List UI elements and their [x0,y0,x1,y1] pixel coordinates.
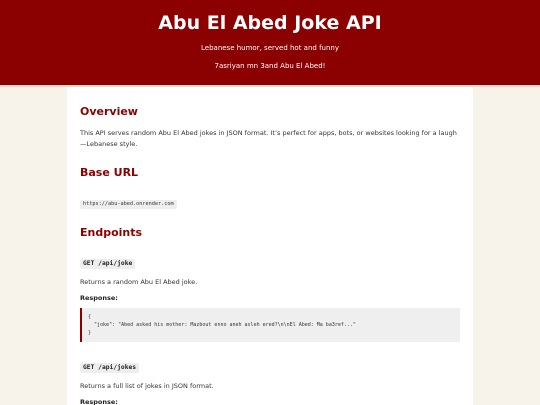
endpoint-joke-response-label: Response: [80,294,118,302]
endpoint-joke-path: GET /api/joke [80,259,135,269]
endpoint-joke-response-code: { "joke": "Abed asked his mother: Mazbout enno aneh asleh ered?\n\nEl Abed: Ma ba3ref..." } [80,308,460,342]
base-url-heading: Base URL [80,166,139,179]
endpoint-joke-description: Returns a random Abu El Abed joke. [80,278,198,286]
base-url-code: https://abu-abed.onrender.com [80,200,177,209]
page-header [0,0,540,85]
page-tagline: 7asriyan mn 3and Abu El Abed! [214,62,326,70]
endpoints-heading: Endpoints [80,226,143,239]
endpoint-jokes-path: GET /api/jokes [80,363,139,373]
endpoint-jokes-description: Returns a full list of jokes in JSON format. [80,382,214,390]
content-card [67,87,473,405]
overview-heading: Overview [80,105,138,118]
endpoint-jokes-response-label: Response: [80,398,118,405]
page-title: Abu El Abed Joke API [158,12,382,34]
overview-text: This API serves random Abu El Abed jokes in JSON format. It’s perfect for apps, bots, or websites looking for a laugh—Lebanese style. [80,129,457,148]
page-subtitle: Lebanese humor, served hot and funny [201,44,339,52]
